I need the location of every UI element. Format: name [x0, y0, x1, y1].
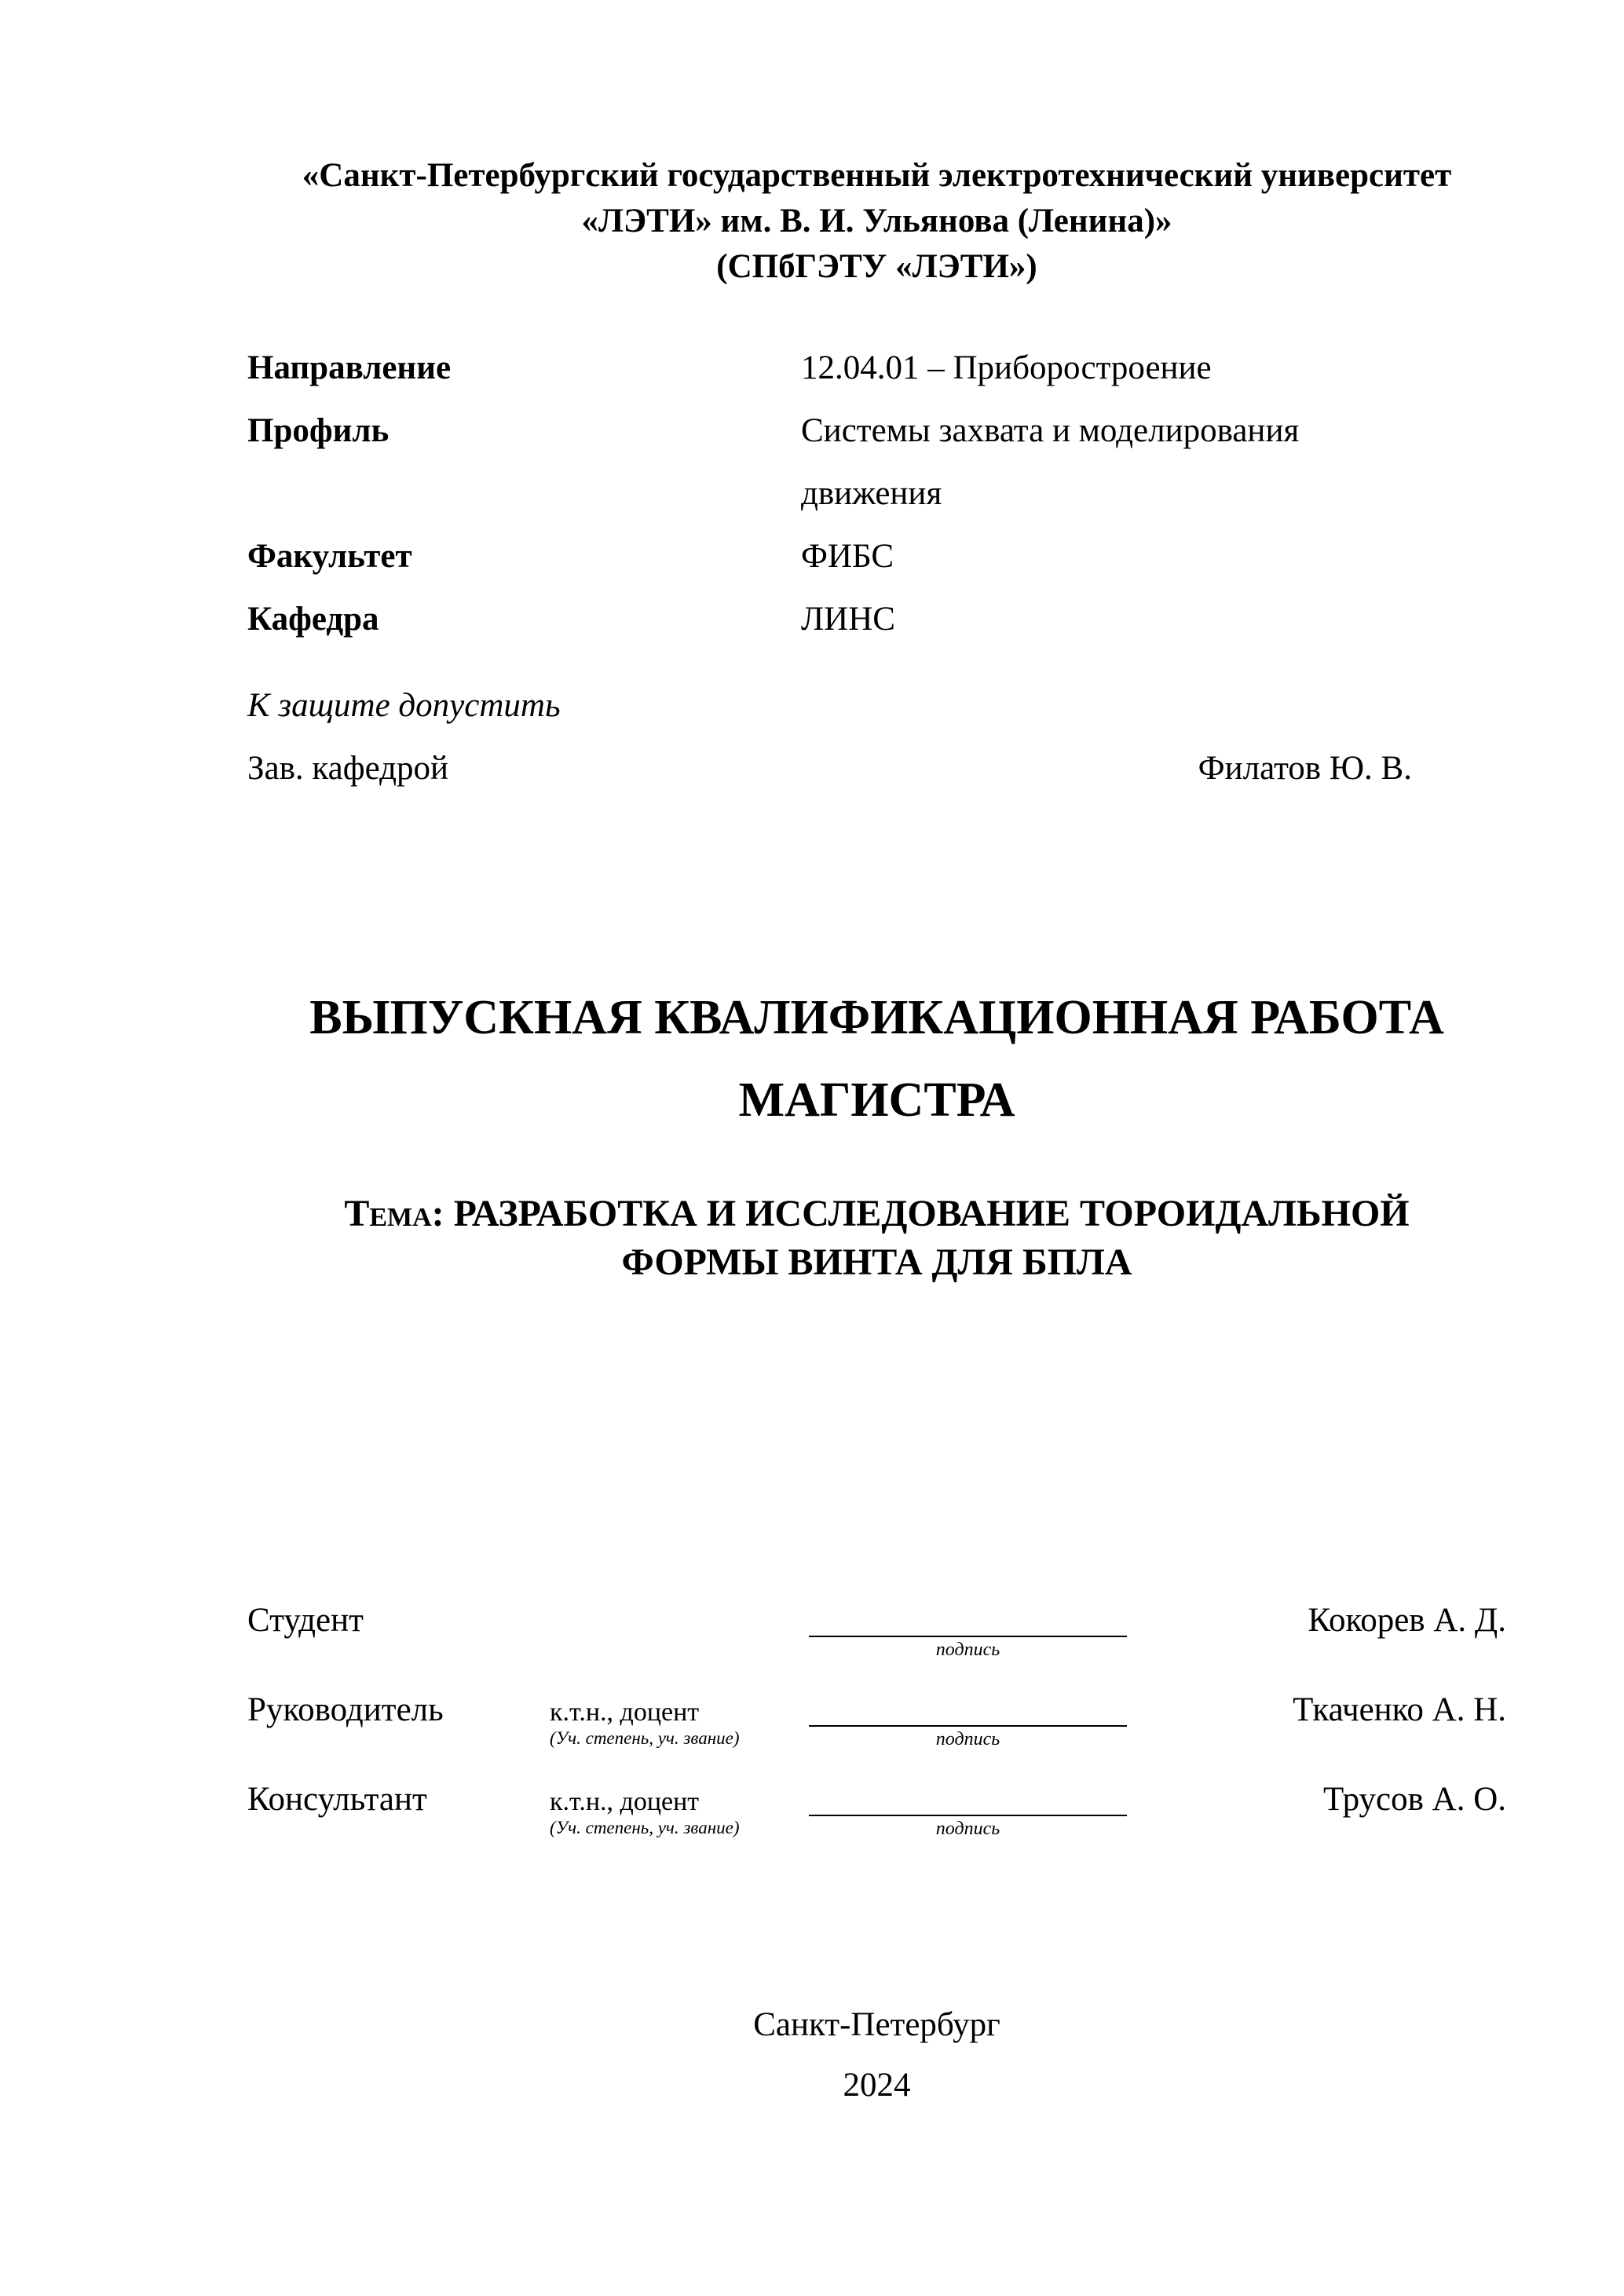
head-of-department-name: Филатов Ю. В. — [1198, 749, 1412, 787]
signature-row-student — [247, 1601, 1506, 1661]
head-of-department-row — [247, 737, 1506, 800]
supervisor-name: Ткаченко А. Н. — [1293, 1691, 1506, 1729]
profile-value: Системы захвата и моделирования движения — [801, 412, 1300, 513]
program-fields — [247, 337, 1506, 651]
student-signature-block — [809, 1601, 1162, 1661]
field-row-department — [247, 588, 1506, 651]
city: Санкт-Петербург — [753, 2006, 1000, 2043]
thesis-main-title — [247, 977, 1506, 1143]
student-role-label: Студент — [247, 1602, 364, 1640]
direction-value: 12.04.01 – Приборостроение — [801, 349, 1212, 387]
supervisor-signature-line — [809, 1691, 1127, 1727]
field-row-direction — [247, 337, 1506, 400]
consultant-signature-note: подпись — [935, 1819, 1000, 1840]
approval-section — [247, 675, 1506, 800]
consultant-role-label: Консультант — [247, 1781, 427, 1819]
head-of-department-label: Зав. кафедрой — [247, 749, 449, 787]
supervisor-degree-note: (Уч. степень, уч. звание) — [550, 1727, 740, 1748]
university-name-line2: «ЛЭТИ» им. В. И. Ульянова (Ленина)» — [581, 203, 1172, 240]
theme-label: Тема: — [344, 1192, 444, 1234]
consultant-degree-note: (Уч. степень, уч. звание) — [550, 1817, 740, 1837]
university-header — [247, 153, 1506, 290]
theme-line-first — [247, 1190, 1506, 1238]
university-name-line1: «Санкт-Петербургский государственный электротехнический университет — [302, 157, 1452, 194]
consultant-degree: к.т.н., доцент — [550, 1787, 700, 1817]
field-row-profile — [247, 400, 1506, 525]
permit-to-defense-line: К защите допустить — [247, 686, 561, 724]
supervisor-signature-block — [809, 1691, 1162, 1750]
university-abbreviation: (СПбГЭТУ «ЛЭТИ») — [716, 248, 1037, 286]
student-signature-line — [809, 1601, 1127, 1637]
profile-label: Профиль — [247, 412, 390, 450]
thesis-theme — [247, 1190, 1506, 1288]
student-degree-block — [550, 1601, 809, 1608]
faculty-label: Факультет — [247, 538, 412, 576]
direction-label: Направление — [247, 349, 452, 387]
thesis-title-line1: ВЫПУСКНАЯ КВАЛИФИКАЦИОННАЯ РАБОТА — [309, 990, 1444, 1044]
consultant-degree-block — [550, 1780, 809, 1839]
supervisor-role-label: Руководитель — [247, 1691, 444, 1729]
supervisor-degree: к.т.н., доцент — [550, 1698, 700, 1727]
field-row-faculty — [247, 525, 1506, 588]
department-value: ЛИНС — [801, 601, 895, 638]
consultant-signature-block — [809, 1780, 1162, 1840]
faculty-value: ФИБС — [801, 538, 894, 576]
supervisor-degree-block — [550, 1691, 809, 1749]
signature-row-consultant — [247, 1780, 1506, 1840]
consultant-name: Трусов А. О. — [1322, 1781, 1506, 1819]
consultant-signature-line — [809, 1780, 1127, 1816]
signatures-section — [247, 1601, 1506, 1840]
signature-row-supervisor — [247, 1691, 1506, 1750]
footer — [247, 1994, 1506, 2116]
student-signature-note: подпись — [935, 1640, 1000, 1661]
theme-text-line2: ФОРМЫ ВИНТА ДЛЯ БПЛА — [621, 1241, 1132, 1284]
theme-text-line1: РАЗРАБОТКА И ИССЛЕДОВАНИЕ ТОРОИДАЛЬНОЙ — [453, 1192, 1410, 1234]
department-label: Кафедра — [247, 601, 379, 638]
thesis-title-line2: МАГИСТРА — [738, 1073, 1015, 1128]
year: 2024 — [843, 2067, 911, 2104]
student-name: Кокорев А. Д. — [1308, 1602, 1506, 1640]
supervisor-signature-note: подпись — [935, 1729, 1000, 1750]
